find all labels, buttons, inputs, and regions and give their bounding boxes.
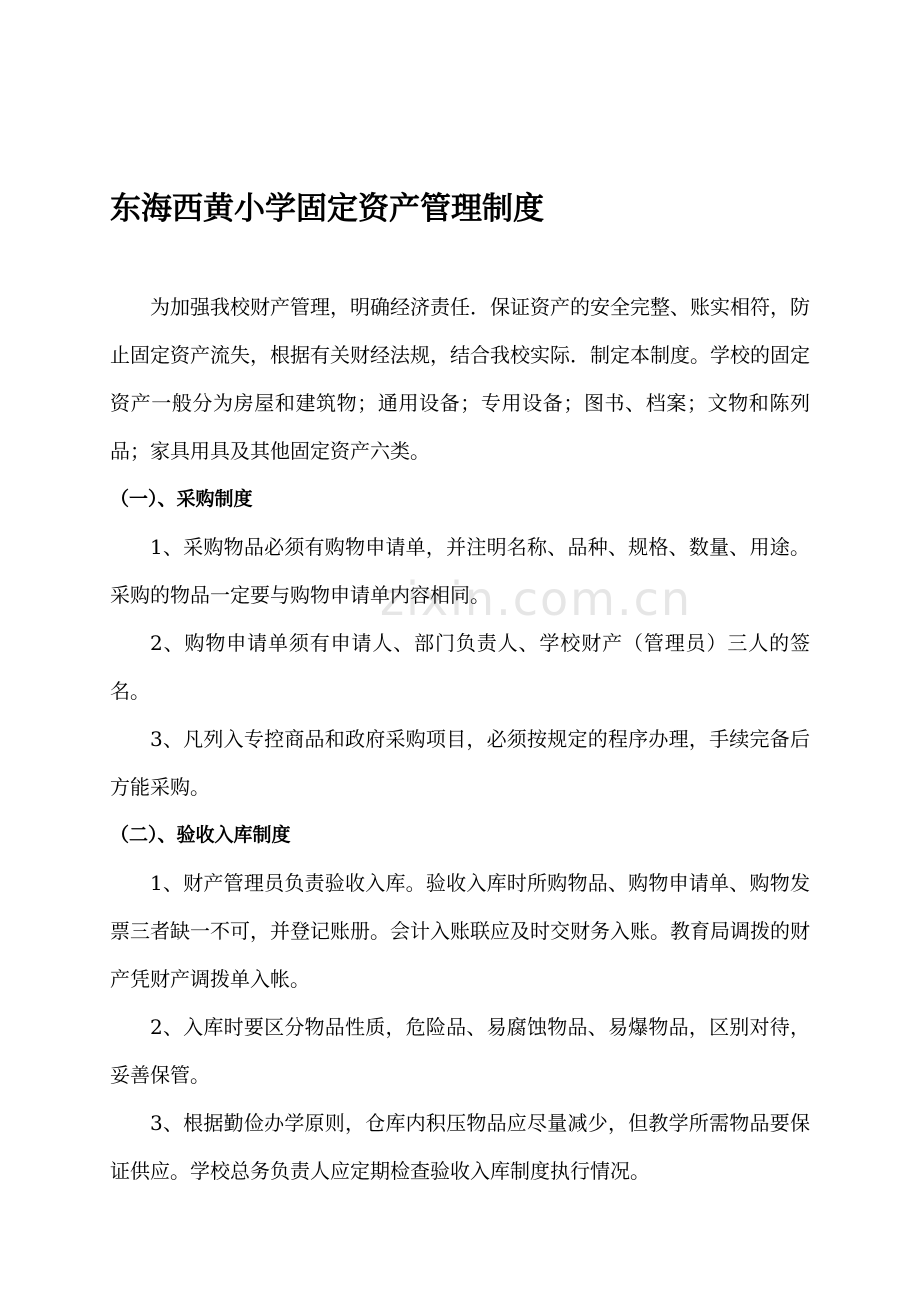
- acceptance-item-3: 3、根据勤俭办学原则，仓库内积压物品应尽量减少，但教学所需物品要保证供应。学校总务负责人应定期检查验收入库制度执行情况。: [110, 1111, 810, 1183]
- document-body: [110, 283, 810, 1195]
- section-heading-acceptance: （二）、验收入库制度: [110, 824, 291, 846]
- section-heading-procurement: （一）、采购制度: [110, 488, 253, 510]
- acceptance-item-1: 1、财产管理员负责验收入库。验收入库时所购物品、购物申请单、购物发票三者缺一不可，并登记账册。会计入账联应及时交财务入账。教育局调拨的财产凭财产调拨单入帐。: [110, 871, 810, 991]
- watermark: zixin.com.cn: [380, 572, 693, 626]
- document-title: 东海西黄小学固定资产管理制度: [110, 191, 544, 227]
- procurement-item-1: 1、采购物品必须有购物申请单，并注明名称、品种、规格、数量、用途。采购的物品一定要与购物申请单内容相同。: [110, 535, 810, 607]
- procurement-item-3: 3、凡列入专控商品和政府采购项目，必须按规定的程序办理，手续完备后方能采购。: [110, 727, 810, 799]
- procurement-item-2: 2、购物申请单须有申请人、部门负责人、学校财产（管理员）三人的签名。: [110, 631, 810, 703]
- acceptance-item-2: 2、入库时要区分物品性质，危险品、易腐蚀物品、易爆物品，区别对待，妥善保管。: [110, 1015, 810, 1087]
- intro-paragraph: 为加强我校财产管理，明确经济责任．保证资产的安全完整、账实相符，防止固定资产流失，根据有关财经法规，结合我校实际．制定本制度。学校的固定资产一般分为房屋和建筑物；通用设备；专用设备；图书、档案；文物和陈列品；家具用具及其他固定资产六类。: [110, 295, 810, 463]
